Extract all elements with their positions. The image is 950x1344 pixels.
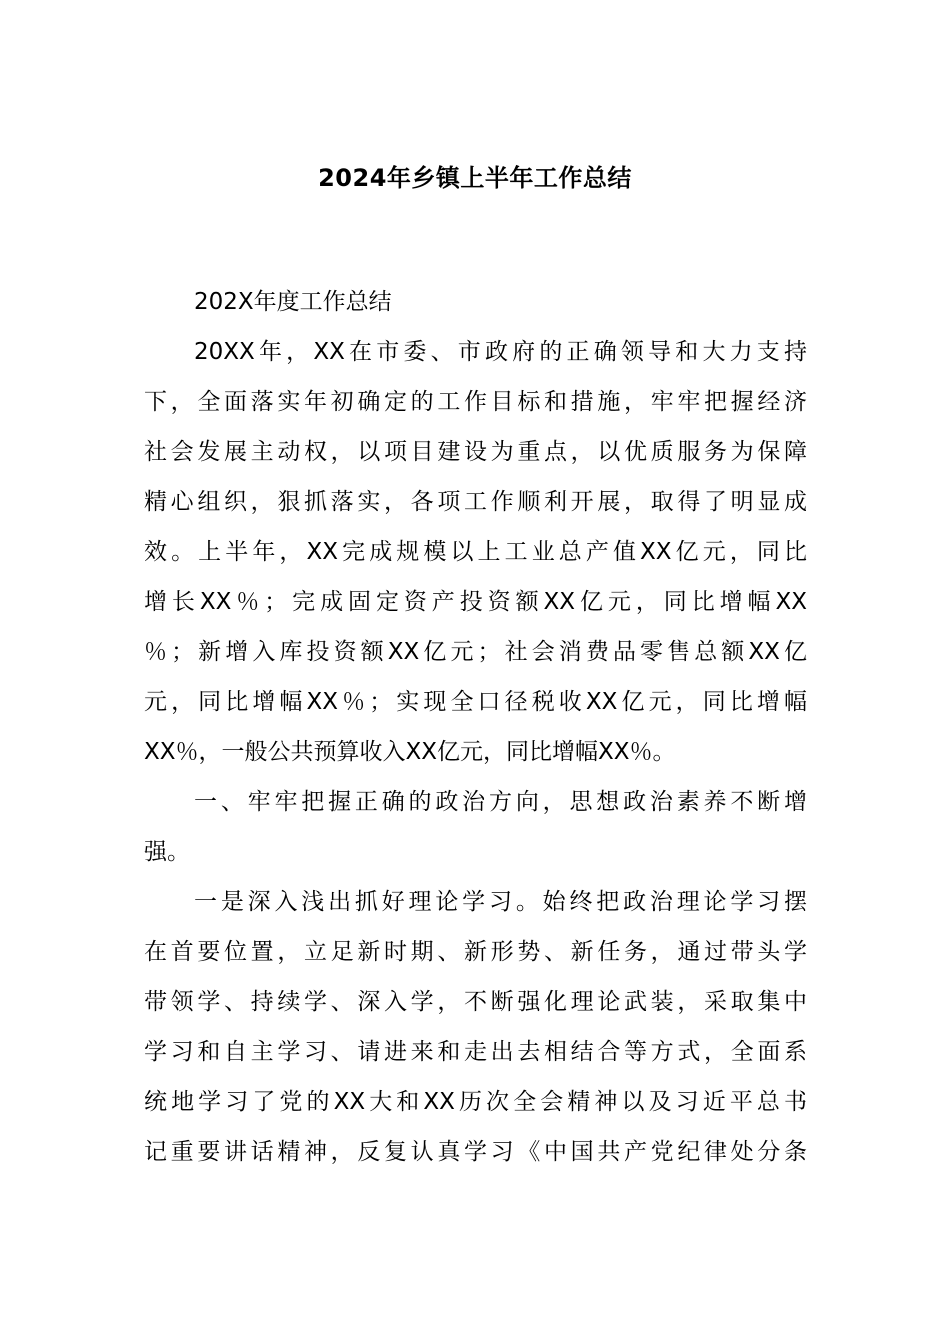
text-line: 202X年度工作总结 [194, 289, 392, 315]
text-line: 统地学习了党的XX大和XX历次全会精神以及习近平总书 [144, 1089, 807, 1115]
text-line: XX％，一般公共预算收入XX亿元，同比增幅XX％。 [144, 739, 676, 765]
text-line: 学习和自主学习、请进来和走出去相结合等方式，全面系 [144, 1039, 807, 1065]
text-line: 社会发展主动权，以项目建设为重点，以优质服务为保障 [144, 439, 807, 465]
document-title: 2024年乡镇上半年工作总结 [318, 164, 632, 192]
text-line: 一是深入浅出抓好理论学习。始终把政治理论学习摆 [194, 889, 807, 915]
text-line: 下，全面落实年初确定的工作目标和措施，牢牢把握经济 [144, 389, 807, 415]
text-line: 带领学、持续学、深入学，不断强化理论武装，采取集中 [144, 989, 807, 1015]
text-line: ％；新增入库投资额XX亿元；社会消费品零售总额XX亿 [144, 639, 807, 665]
text-line: 一、牢牢把握正确的政治方向，思想政治素养不断增 [194, 789, 807, 815]
text-line: 元，同比增幅XX％；实现全口径税收XX亿元，同比增幅 [144, 689, 807, 715]
text-line: 在首要位置，立足新时期、新形势、新任务，通过带头学 [144, 939, 807, 965]
text-line: 精心组织，狠抓落实，各项工作顺利开展，取得了明显成 [144, 489, 807, 515]
text-line: 效。上半年，XX完成规模以上工业总产值XX亿元，同比 [144, 539, 807, 565]
document-body [144, 277, 807, 1177]
text-line: 记重要讲话精神，反复认真学习《中国共产党纪律处分条 [144, 1139, 807, 1165]
text-line: 20XX年，XX在市委、市政府的正确领导和大力支持 [194, 339, 807, 365]
text-line: 强。 [144, 839, 190, 865]
text-line: 增长XX％；完成固定资产投资额XX亿元，同比增幅XX [144, 589, 807, 615]
